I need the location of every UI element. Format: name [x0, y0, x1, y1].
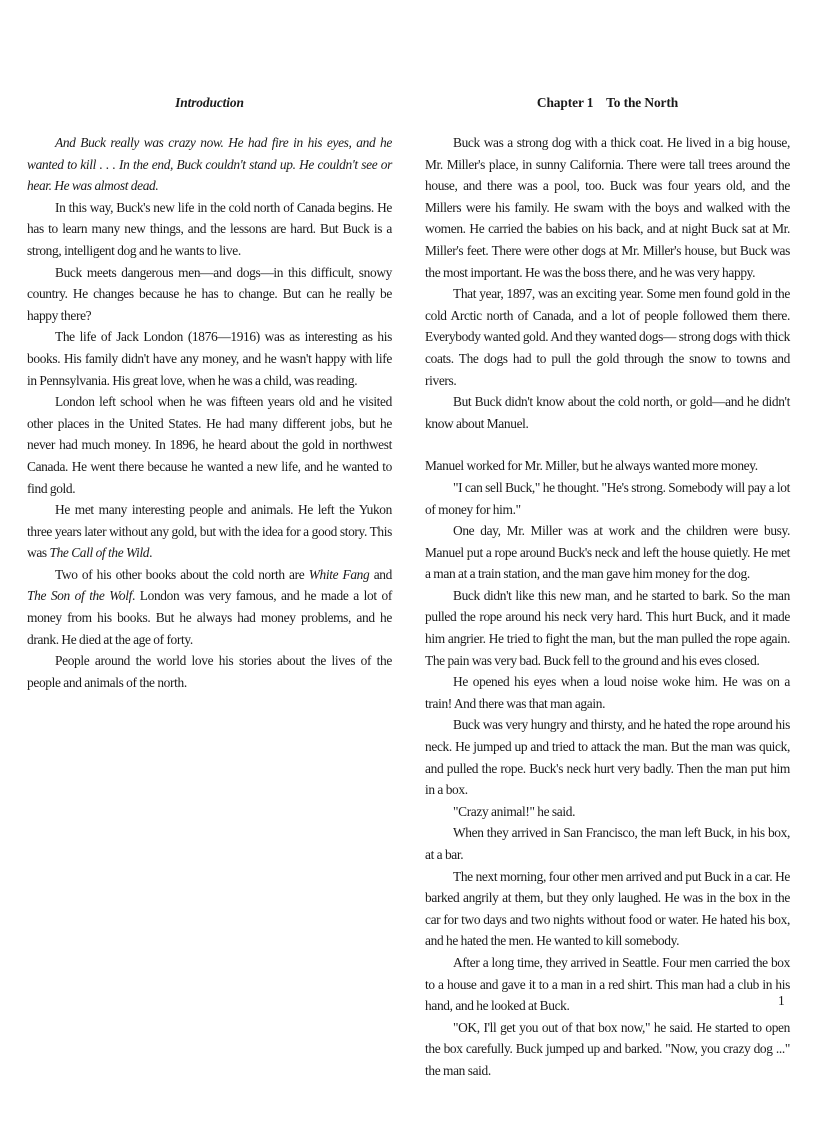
chapter-paragraph-8: He opened his eyes when a loud noise woke him. He was on a train! And there was that man again.	[425, 674, 790, 711]
chapter-paragraph-12: The next morning, four other men arrived and put Buck in a car. He barked angrily at them, but they only laughed. He was in the box in the car for two days and two nights without food or water. He hated his box, and he hated the men. He wanted to kill somebody.	[425, 868, 790, 949]
chapter-paragraph-4: Manuel worked for Mr. Miller, but he always wanted more money.	[425, 458, 758, 474]
chapter-paragraph-14: "OK, I'll get you out of that box now," he said. He started to open the box carefully. Buck jumped up and barked. "Now, you crazy dog ..." the man said.	[425, 1019, 790, 1078]
intro-paragraph-1: In this way, Buck's new life in the cold north of Canada begins. He has to learn many new things, and the lessons are hard. But Buck is a strong, intelligent dog and he wants to live.	[27, 199, 392, 258]
intro-paragraph-5	[27, 499, 392, 564]
intro-paragraph-2: Buck meets dangerous men—and dogs—in this difficult, snowy country. He changes because he has to change. But can he really be happy there?	[27, 264, 392, 323]
book-title-white-fang: White Fang	[308, 566, 370, 582]
chapter-paragraph-7: Buck didn't like this new man, and he started to bark. So the man pulled the rope around his neck very hard. This hurt Buck, and it made him angrier. He tried to fight the man, but the man pulled the rope again. The pain was very bad. Buck fell to the ground and his eves closed.	[425, 587, 790, 668]
chapter-paragraph-3: But Buck didn't know about the cold north, or gold—and he didn't know about Manuel.	[425, 394, 790, 431]
intro-paragraph-7: People around the world love his stories about the lives of the people and animals of the north.	[27, 653, 392, 690]
chapter-paragraph-5: "I can sell Buck," he thought. "He's strong. Somebody will pay a lot of money for him."	[425, 479, 790, 517]
chapter-paragraph-13: After a long time, they arrived in Seattle. Four men carried the box to a house and gave it to a man in a red shirt. This man had a club in his hand, and he looked at Buck.	[425, 954, 790, 1014]
p6-text-and: and	[369, 566, 392, 582]
chapter-paragraph-2: That year, 1897, was an exciting year. Some men found gold in the cold Arctic north of Canada, and a lot of people followed them there. Everybody wanted gold. And they wanted dogs— strong dogs with thick coats. The dogs had to pull the gold through the snow to towns and rivers.	[425, 286, 790, 388]
epigraph: And Buck really was crazy now. He had fire in his eyes, and he wanted to kill . . . In the end, Buck couldn't stand up. He couldn't see or hear. He was almost dead.	[27, 135, 392, 194]
right-column	[425, 92, 790, 1082]
book-title-call-of-the-wild: The Call of the Wild	[49, 545, 150, 561]
p6-text-b: . London was very famous, and he made a lot of money from his books. But he always had money problems, and he drank. He died at the age of forty.	[27, 588, 392, 647]
intro-paragraph-6	[27, 564, 392, 650]
introduction-heading: Introduction	[175, 95, 244, 110]
intro-paragraph-4: London left school when he was fifteen years old and he visited other places in the United States. He had many different jobs, but he never had much money. In 1896, he heard about the gold in northwest Canada. He went there because he wanted a new life, and he wanted to find gold.	[27, 394, 392, 496]
chapter-paragraph-9: Buck was very hungry and thirsty, and he hated the rope around his neck. He jumped up and tried to attack the man. But the man was quick, and pulled the rope. Buck's neck hurt very badly. Then the man put him in a box.	[425, 717, 790, 798]
chapter-paragraph-6: One day, Mr. Miller was at work and the children were busy. Manuel put a rope around Buck's neck and left the house quietly. He met a man at a train station, and the man gave him money for the dog.	[425, 523, 790, 582]
left-column	[27, 92, 392, 693]
section-break	[425, 434, 790, 455]
page-number: 1	[778, 993, 785, 1008]
p5-text-a: He met many interesting people and animals. He left the Yukon three years later without any gold, but with the idea for a good story. This was	[27, 502, 392, 561]
p6-text-a: Two of his other books about the cold north are	[55, 566, 309, 582]
chapter-paragraph-1: Buck was a strong dog with a thick coat. He lived in a big house, Mr. Miller's place, in sunny California. There were tall trees around the house, and there was a pool, too. Buck was four years old, and the Millers were his family. He swam with the boys and walked with the women. He carried the babies on his back, and at night Buck sat at Mr. Miller's feet. There were other dogs at Mr. Miller's house, but Buck was the most important. He was the boss there, and he was very happy.	[425, 135, 790, 280]
chapter-heading: Chapter 1 To the North	[536, 95, 679, 110]
intro-paragraph-3: The life of Jack London (1876—1916) was as interesting as his books. His family didn't have any money, and he wasn't happy with life in Pennsylvania. His great love, when he was a child, was reading.	[27, 329, 392, 388]
p5-text-b: .	[149, 545, 153, 561]
chapter-paragraph-10: "Crazy animal!" he said.	[453, 803, 576, 819]
book-title-son-of-the-wolf: The Son of the Wolf	[27, 588, 132, 604]
chapter-paragraph-11: When they arrived in San Francisco, the man left Buck, in his box, at a bar.	[425, 825, 790, 862]
